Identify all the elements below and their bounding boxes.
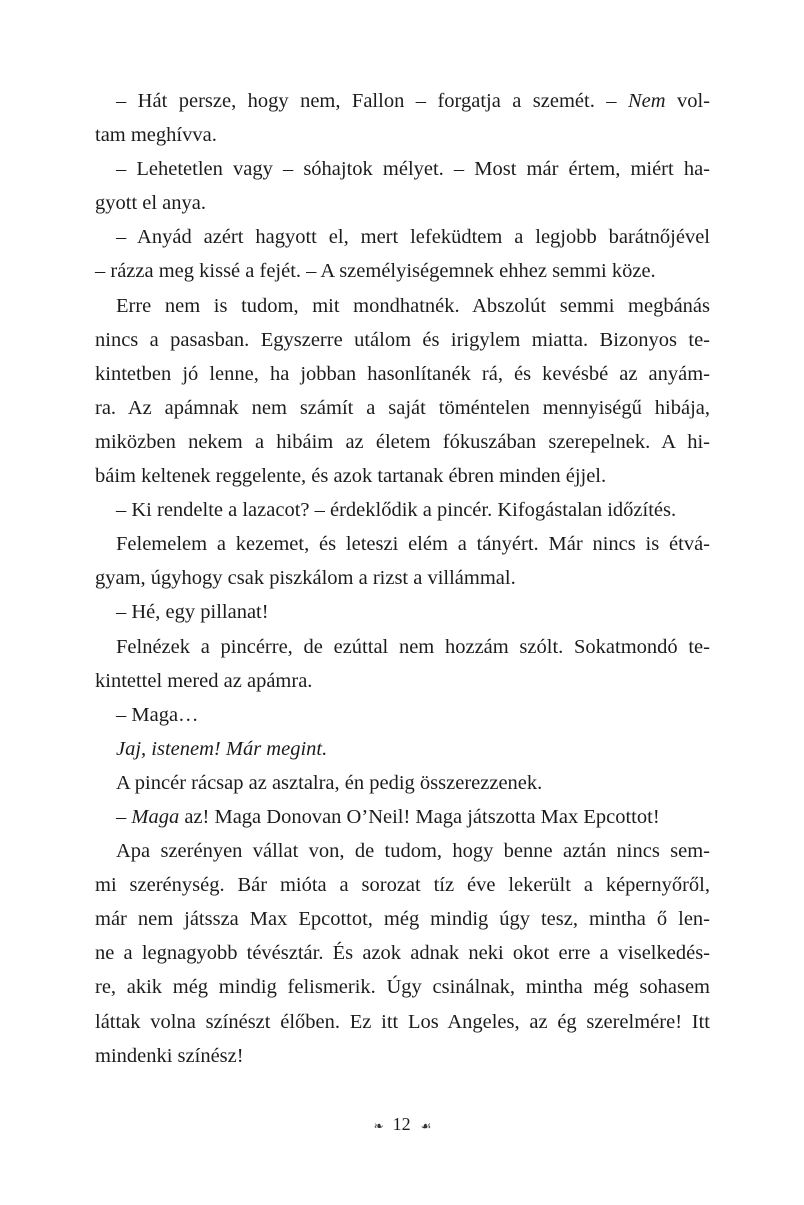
text-line: [95, 732, 710, 766]
text-run: ne a legnagyobb tévésztár. És azok adnak neki okot erre a viselkedés-: [95, 942, 710, 965]
text-line: [95, 561, 710, 595]
paragraph: [95, 493, 710, 527]
text-line: [95, 425, 710, 459]
ornament-left-icon: ❧: [373, 1118, 383, 1133]
text-line: [95, 936, 710, 970]
text-line: [95, 800, 710, 834]
text-run: – Ki rendelte a lazacot? – érdeklődik a pincér. Kifogástalan időzítés.: [116, 499, 677, 522]
text-line: [95, 698, 710, 732]
text-run: – Hát persze, hogy nem, Fallon – forgatja a szemét. –: [116, 90, 628, 112]
text-line: [95, 527, 710, 561]
page-number: 12: [392, 1114, 411, 1134]
text-run: – Maga…: [116, 703, 199, 726]
text-line: [95, 834, 710, 868]
paragraph: [95, 84, 710, 152]
book-page-body: [95, 84, 710, 1073]
text-run: re, akik még mindig felismerik. Úgy csinálnak, mintha még sohasem: [95, 976, 710, 999]
text-run: ra. Az apámnak nem számít a saját töméntelen mennyiségű hibája,: [95, 396, 710, 419]
paragraph: [95, 289, 710, 494]
paragraph: [95, 800, 710, 834]
paragraph: [95, 527, 710, 595]
text-run: A pincér rácsap az asztalra, én pedig összerezzenek.: [116, 771, 543, 794]
text-run: – Anyád azért hagyott el, mert lefeküdtem a legjobb barátnőjével: [116, 226, 710, 249]
text-run: – Lehetetlen vagy – sóhajtok mélyet. – Most már értem, miért ha-: [116, 158, 710, 181]
text-line: [95, 664, 710, 698]
paragraph: [95, 630, 710, 698]
text-run: kintetben jó lenne, ha jobban hasonlítanék rá, és kevésbé az anyám-: [95, 362, 710, 385]
text-line: [95, 595, 710, 629]
text-line: [95, 357, 710, 391]
text-run: már nem játssza Max Epcottot, még mindig úgy tesz, mintha ő len-: [95, 908, 710, 931]
text-run: –: [116, 805, 132, 828]
text-line: [95, 152, 710, 186]
text-run: láttak volna színészt élőben. Ez itt Los Angeles, az ég szerelmére! Itt: [95, 1010, 710, 1033]
paragraph: [95, 220, 710, 288]
text-line: [95, 630, 710, 664]
text-line: [95, 186, 710, 220]
text-run: mi szerénység. Bár mióta a sorozat tíz éve lekerült a képernyőről,: [95, 874, 710, 897]
text-run: – Hé, egy pillanat!: [116, 601, 269, 624]
italic-text: Maga: [131, 805, 180, 828]
text-run: mindenki színész!: [95, 1044, 244, 1067]
text-run: az! Maga Donovan O’Neil! Maga játszotta Max Epcottot!: [179, 805, 660, 828]
text-line: [95, 868, 710, 902]
text-line: [95, 766, 710, 800]
text-line: [95, 902, 710, 936]
text-line: [95, 323, 710, 357]
text-run: kintettel mered az apámra.: [95, 669, 313, 692]
italic-text: Nem: [627, 90, 666, 112]
text-run: Felnézek a pincérre, de ezúttal nem hozzám szólt. Sokatmondó te-: [116, 635, 710, 658]
text-line: [95, 1039, 710, 1073]
text-run: Erre nem is tudom, mit mondhatnék. Abszolút semmi megbánás: [116, 294, 710, 317]
text-line: [95, 391, 710, 425]
text-run: – rázza meg kissé a fejét. – A személyiségemnek ehhez semmi köze.: [95, 260, 656, 283]
page-footer: [0, 1110, 804, 1140]
paragraph: [95, 152, 710, 220]
text-line: [95, 289, 710, 323]
text-line: [95, 220, 710, 254]
text-line: [95, 84, 710, 118]
text-line: [95, 254, 710, 288]
text-run: báim keltenek reggelente, és azok tartanak ébren minden éjjel.: [95, 465, 607, 488]
text-run: Apa szerényen vállat von, de tudom, hogy benne aztán nincs sem-: [116, 840, 710, 863]
text-run: gyam, úgyhogy csak piszkálom a rizst a villámmal.: [95, 567, 516, 590]
text-run: gyott el anya.: [95, 192, 207, 215]
text-line: [95, 493, 710, 527]
text-run: Felemelem a kezemet, és leteszi elém a tányért. Már nincs is étvá-: [116, 533, 710, 556]
paragraph: [95, 834, 710, 1073]
text-run: tam meghívva.: [95, 124, 217, 147]
text-run: nincs a pasasban. Egyszerre utálom és irigylem miatta. Bizonyos te-: [95, 328, 710, 351]
text-run: miközben nekem a hibáim az életem fókuszában szerepelnek. A hi-: [95, 430, 710, 453]
paragraph: [95, 732, 710, 766]
paragraph: [95, 766, 710, 800]
text-run: vol-: [665, 90, 710, 112]
text-line: [95, 1005, 710, 1039]
text-line: [95, 459, 710, 493]
ornament-right-icon: ☙: [420, 1118, 431, 1133]
text-line: [95, 118, 710, 152]
paragraph: [95, 698, 710, 732]
text-line: [95, 970, 710, 1004]
italic-text: Jaj, istenem! Már megint.: [116, 737, 328, 760]
paragraph: [95, 595, 710, 629]
